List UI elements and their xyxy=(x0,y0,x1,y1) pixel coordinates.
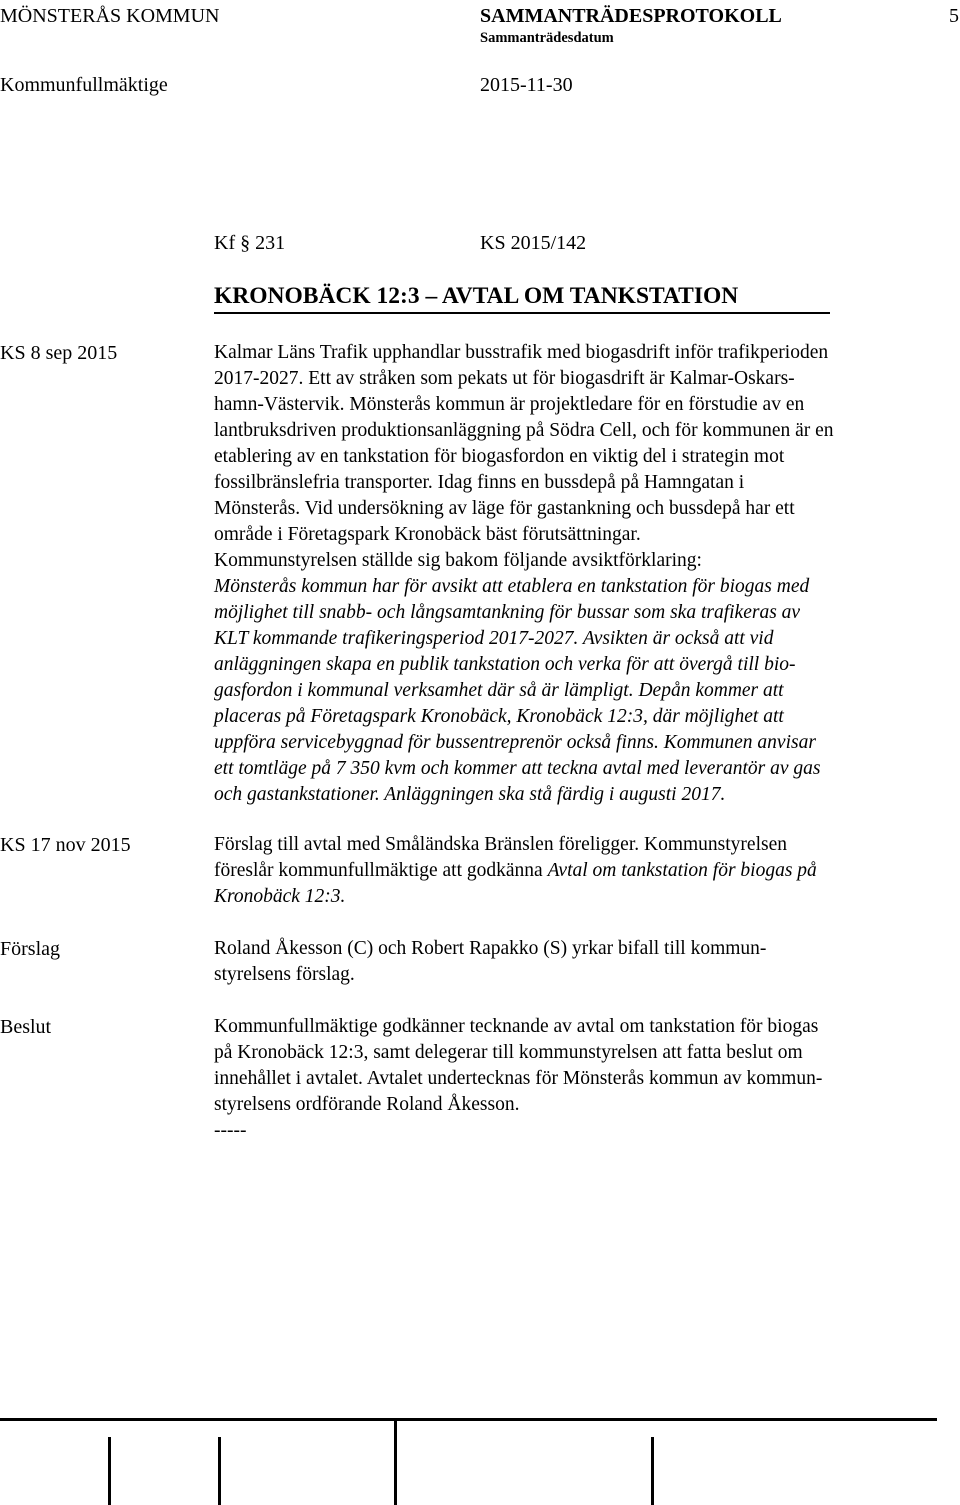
text-line: styrelsens ordförande Roland Åkesson. xyxy=(214,1094,520,1115)
proposal-paragraph xyxy=(214,936,939,988)
signature-divider xyxy=(218,1437,221,1505)
kf-paragraph-number: Kf § 231 xyxy=(214,232,286,254)
declaration-line: ett tomtläge på 7 350 kvm och kommer att teckna avtal med leverantör av gas xyxy=(214,758,821,779)
text-line: ----- xyxy=(214,1120,247,1141)
text-line: Kommunstyrelsen ställde sig bakom följande avsiktförklaring: xyxy=(214,550,702,571)
decision-paragraph xyxy=(214,1014,939,1144)
meeting-body: Kommunfullmäktige xyxy=(0,74,168,96)
margin-forslag: Förslag xyxy=(0,938,60,960)
signature-divider xyxy=(651,1437,654,1505)
case-title: KRONOBÄCK 12:3 – AVTAL OM TANKSTATION xyxy=(214,283,739,309)
text-line: Förslag till avtal med Småländska Bränslen föreligger. Kommunstyrelsen xyxy=(214,834,787,855)
margin-beslut: Beslut xyxy=(0,1016,52,1038)
text-line: Kommunfullmäktige godkänner tecknande av avtal om tankstation för biogas xyxy=(214,1016,819,1037)
title-underline xyxy=(214,312,830,314)
text-line: fossilbränslefria transporter. Idag finns en bussdepå på Hamngatan i xyxy=(214,472,745,493)
declaration-line: möjlighet till snabb- och långsamtankning för bussar som ska trafikeras av xyxy=(214,602,801,623)
text-line: lantbruksdriven produktionsanläggning på Södra Cell, och för kommunen är en xyxy=(214,420,834,441)
agreement-title: Avtal om tankstation för biogas på xyxy=(547,860,817,881)
text-line: på Kronobäck 12:3, samt delegerar till kommunstyrelsen att fatta beslut om xyxy=(214,1042,803,1063)
date-label: Sammanträdesdatum xyxy=(480,30,614,46)
declaration-line: gasfordon i kommunal verksamhet där så är lämpligt. Depån kommer att xyxy=(214,680,784,701)
ks-case-number: KS 2015/142 xyxy=(480,232,587,254)
text-line: hamn-Västervik. Mönsterås kommun är projektledare för en förstudie av en xyxy=(214,394,805,415)
declaration-line: uppföra servicebyggnad för bussentreprenör också finns. Kommunen anvisar xyxy=(214,732,816,753)
margin-ks-nov: KS 17 nov 2015 xyxy=(0,834,131,856)
declaration-line: placeras på Företagspark Kronobäck, Kronobäck 12:3, där möjlighet att xyxy=(214,706,784,727)
text-line: Roland Åkesson (C) och Robert Rapakko (S) yrkar bifall till kommun- xyxy=(214,938,767,959)
text-line xyxy=(214,858,939,884)
text-line: område i Företagspark Kronobäck bäst förutsättningar. xyxy=(214,524,641,545)
declaration-line: och gastankstationer. Anläggningen ska stå färdig i augusti 2017. xyxy=(214,784,726,805)
declaration-line: KLT kommande trafikeringsperiod 2017-2027. Avsikten är också att vid xyxy=(214,628,774,649)
meeting-date: 2015-11-30 xyxy=(480,74,573,96)
signature-divider xyxy=(394,1421,397,1505)
signature-divider xyxy=(108,1437,111,1505)
text-line: etablering av en tankstation för biogasfordon en viktig del i strategin mot xyxy=(214,446,785,467)
agreement-title-cont: Kronobäck 12:3. xyxy=(214,886,346,907)
document-type: SAMMANTRÄDESPROTOKOLL xyxy=(480,5,782,27)
declaration-line: anläggningen skapa en publik tankstation och verka för att övergå till bio- xyxy=(214,654,796,675)
declaration-line: Mönsterås kommun har för avsikt att etablera en tankstation för biogas med xyxy=(214,576,810,597)
text-line: Kalmar Läns Trafik upphandlar busstrafik med biogasdrift inför trafikperioden xyxy=(214,342,829,363)
text-segment: föreslår kommunfullmäktige att godkänna xyxy=(214,860,548,881)
ks-proposal-paragraph xyxy=(214,832,939,910)
footer-rule xyxy=(0,1418,937,1421)
text-line: styrelsens förslag. xyxy=(214,964,355,985)
margin-ks-sep: KS 8 sep 2015 xyxy=(0,342,118,364)
background-paragraph xyxy=(214,340,939,808)
org-name: MÖNSTERÅS KOMMUN xyxy=(0,5,220,27)
text-line: 2017-2027. Ett av stråken som pekats ut för biogasdrift är Kalmar-Oskars- xyxy=(214,368,795,389)
text-line: Mönsterås. Vid undersökning av läge för gastankning och bussdepå har ett xyxy=(214,498,795,519)
page-number: 5 xyxy=(949,5,959,27)
text-line: innehållet i avtalet. Avtalet undertecknas för Mönsterås kommun av kommun- xyxy=(214,1068,823,1089)
